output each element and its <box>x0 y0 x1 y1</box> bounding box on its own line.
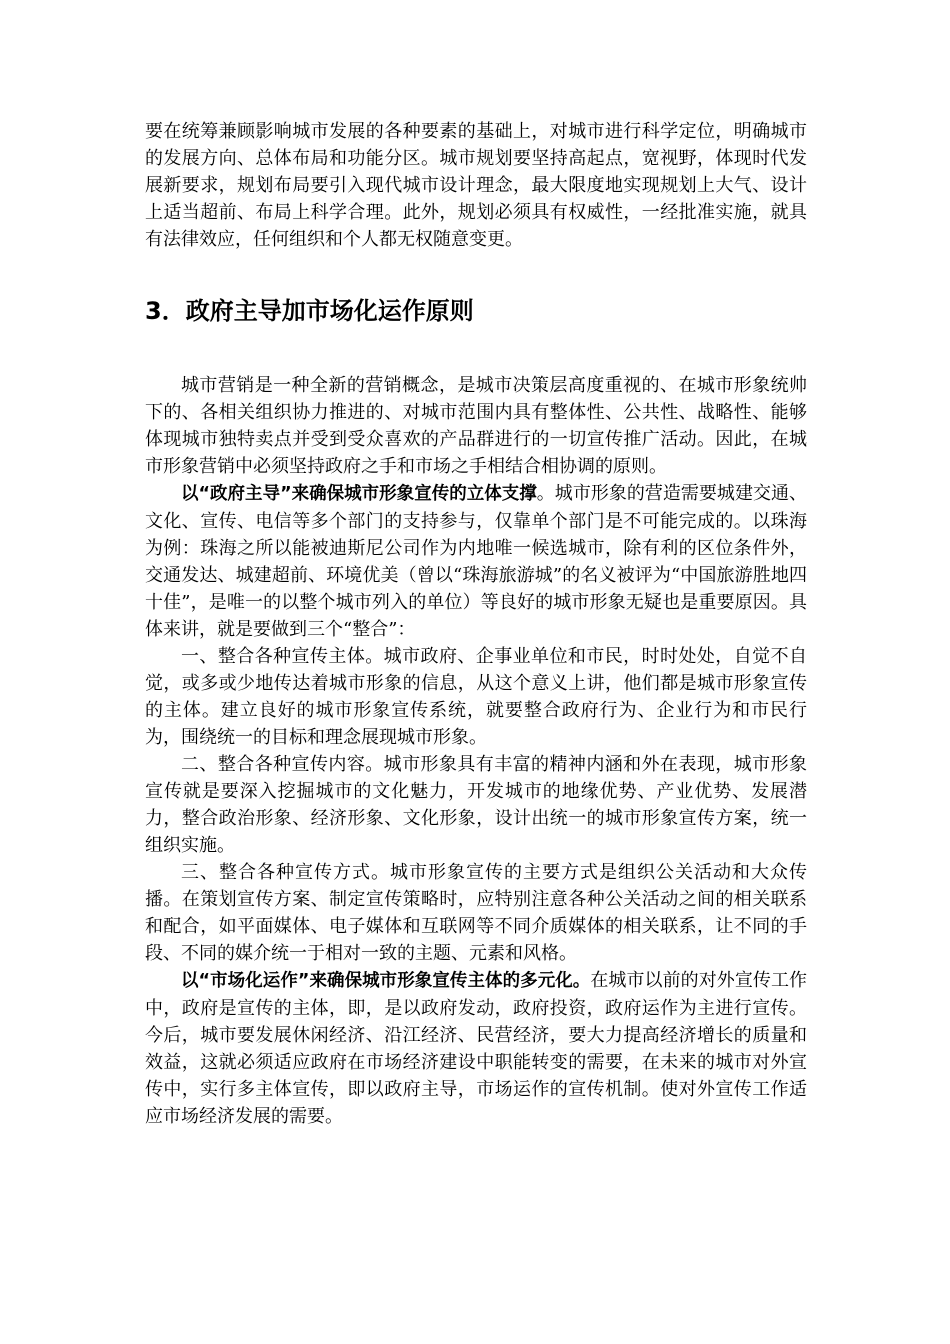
paragraph-integrate-content: 二、整合各种宣传内容。城市形象具有丰富的精神内涵和外在表现，城市形象宣传就是要深入挖掘城市的文化魅力，开发城市的地缘优势、产业优势、发展潜力，整合政治形象、经济形象、文化形象，设计出统一的城市形象宣传方案，统一组织实施。 <box>145 754 807 856</box>
paragraph-government-led <box>145 480 807 643</box>
paragraph-city-marketing: 城市营销是一种全新的营销概念，是城市决策层高度重视的、在城市形象统帅下的、各相关组织协力推进的、对城市范围内具有整体性、公共性、战略性、能够体现城市独特卖点并受到受众喜欢的产品群进行的一切宣传推广活动。因此，在城市形象营销中必须坚持政府之手和市场之手相结合相协调的原则。 <box>145 375 807 477</box>
paragraph-integrate-subjects: 一、整合各种宣传主体。城市政府、企事业单位和市民，时时处处，自觉不自觉，或多或少地传达着城市形象的信息，从这个意义上讲，他们都是城市形象宣传的主体。建立良好的城市形象宣传系统，就要整合政府行为、企业行为和市民行为，围绕统一的目标和理念展现城市形象。 <box>145 646 807 748</box>
intro-paragraph: 要在统筹兼顾影响城市发展的各种要素的基础上，对城市进行科学定位，明确城市的发展方向、总体布局和功能分区。城市规划要坚持高起点，宽视野，体现时代发展新要求，规划布局要引入现代城市设计理念，最大限度地实现规划上大气、设计上适当超前、布局上科学合理。此外，规划必须具有权威性，一经批准实施，就具有法律效应，任何组织和个人都无权随意变更。 <box>145 121 807 250</box>
paragraph-market-operation <box>145 967 807 1130</box>
paragraph-integrate-methods: 三、整合各种宣传方式。城市形象宣传的主要方式是组织公关活动和大众传播。在策划宣传方案、制定宣传策略时，应特别注意各种公关活动之间的相关联系和配合，如平面媒体、电子媒体和互联网等不同介质媒体的相关联系，让不同的手段、不同的媒介统一于相对一致的主题、元素和风格。 <box>145 862 807 964</box>
section-heading: 3．政府主导加市场化运作原则 <box>145 297 474 325</box>
bold-lead-market: 以“市场化运作”来确保城市形象宣传主体的多元化。 <box>181 971 591 991</box>
document-page <box>145 118 807 1130</box>
paragraph-government-body: 。城市形象的营造需要城建交通、文化、宣传、电信等多个部门的支持参与，仅靠单个部门是不可能完成的。以珠海为例：珠海之所以能被迪斯尼公司作为内地唯一候选城市，除有利的区位条件外，交通发达、城建超前、环境优美（曾以“珠海旅游城”的名义被评为“中国旅游胜地四十佳”，是唯一的以整个城市列入的单位）等良好的城市形象无疑也是重要原因。具体来讲，就是要做到三个“整合”： <box>145 483 807 640</box>
bold-lead-government: 以“政府主导”来确保城市形象宣传的立体支撑 <box>181 484 537 504</box>
paragraph-market-body: 在城市以前的对外宣传工作中，政府是宣传的主体，即，是以政府发动，政府投资，政府运作为主进行宣传。今后，城市要发展休闲经济、沿江经济、民营经济，要大力提高经济增长的质量和效益，这就必须适应政府在市场经济建设中职能转变的需要，在未来的城市对外宣传中，实行多主体宣传，即以政府主导，市场运作的宣传机制。使对外宣传工作适应市场经济发展的需要。 <box>145 970 807 1127</box>
